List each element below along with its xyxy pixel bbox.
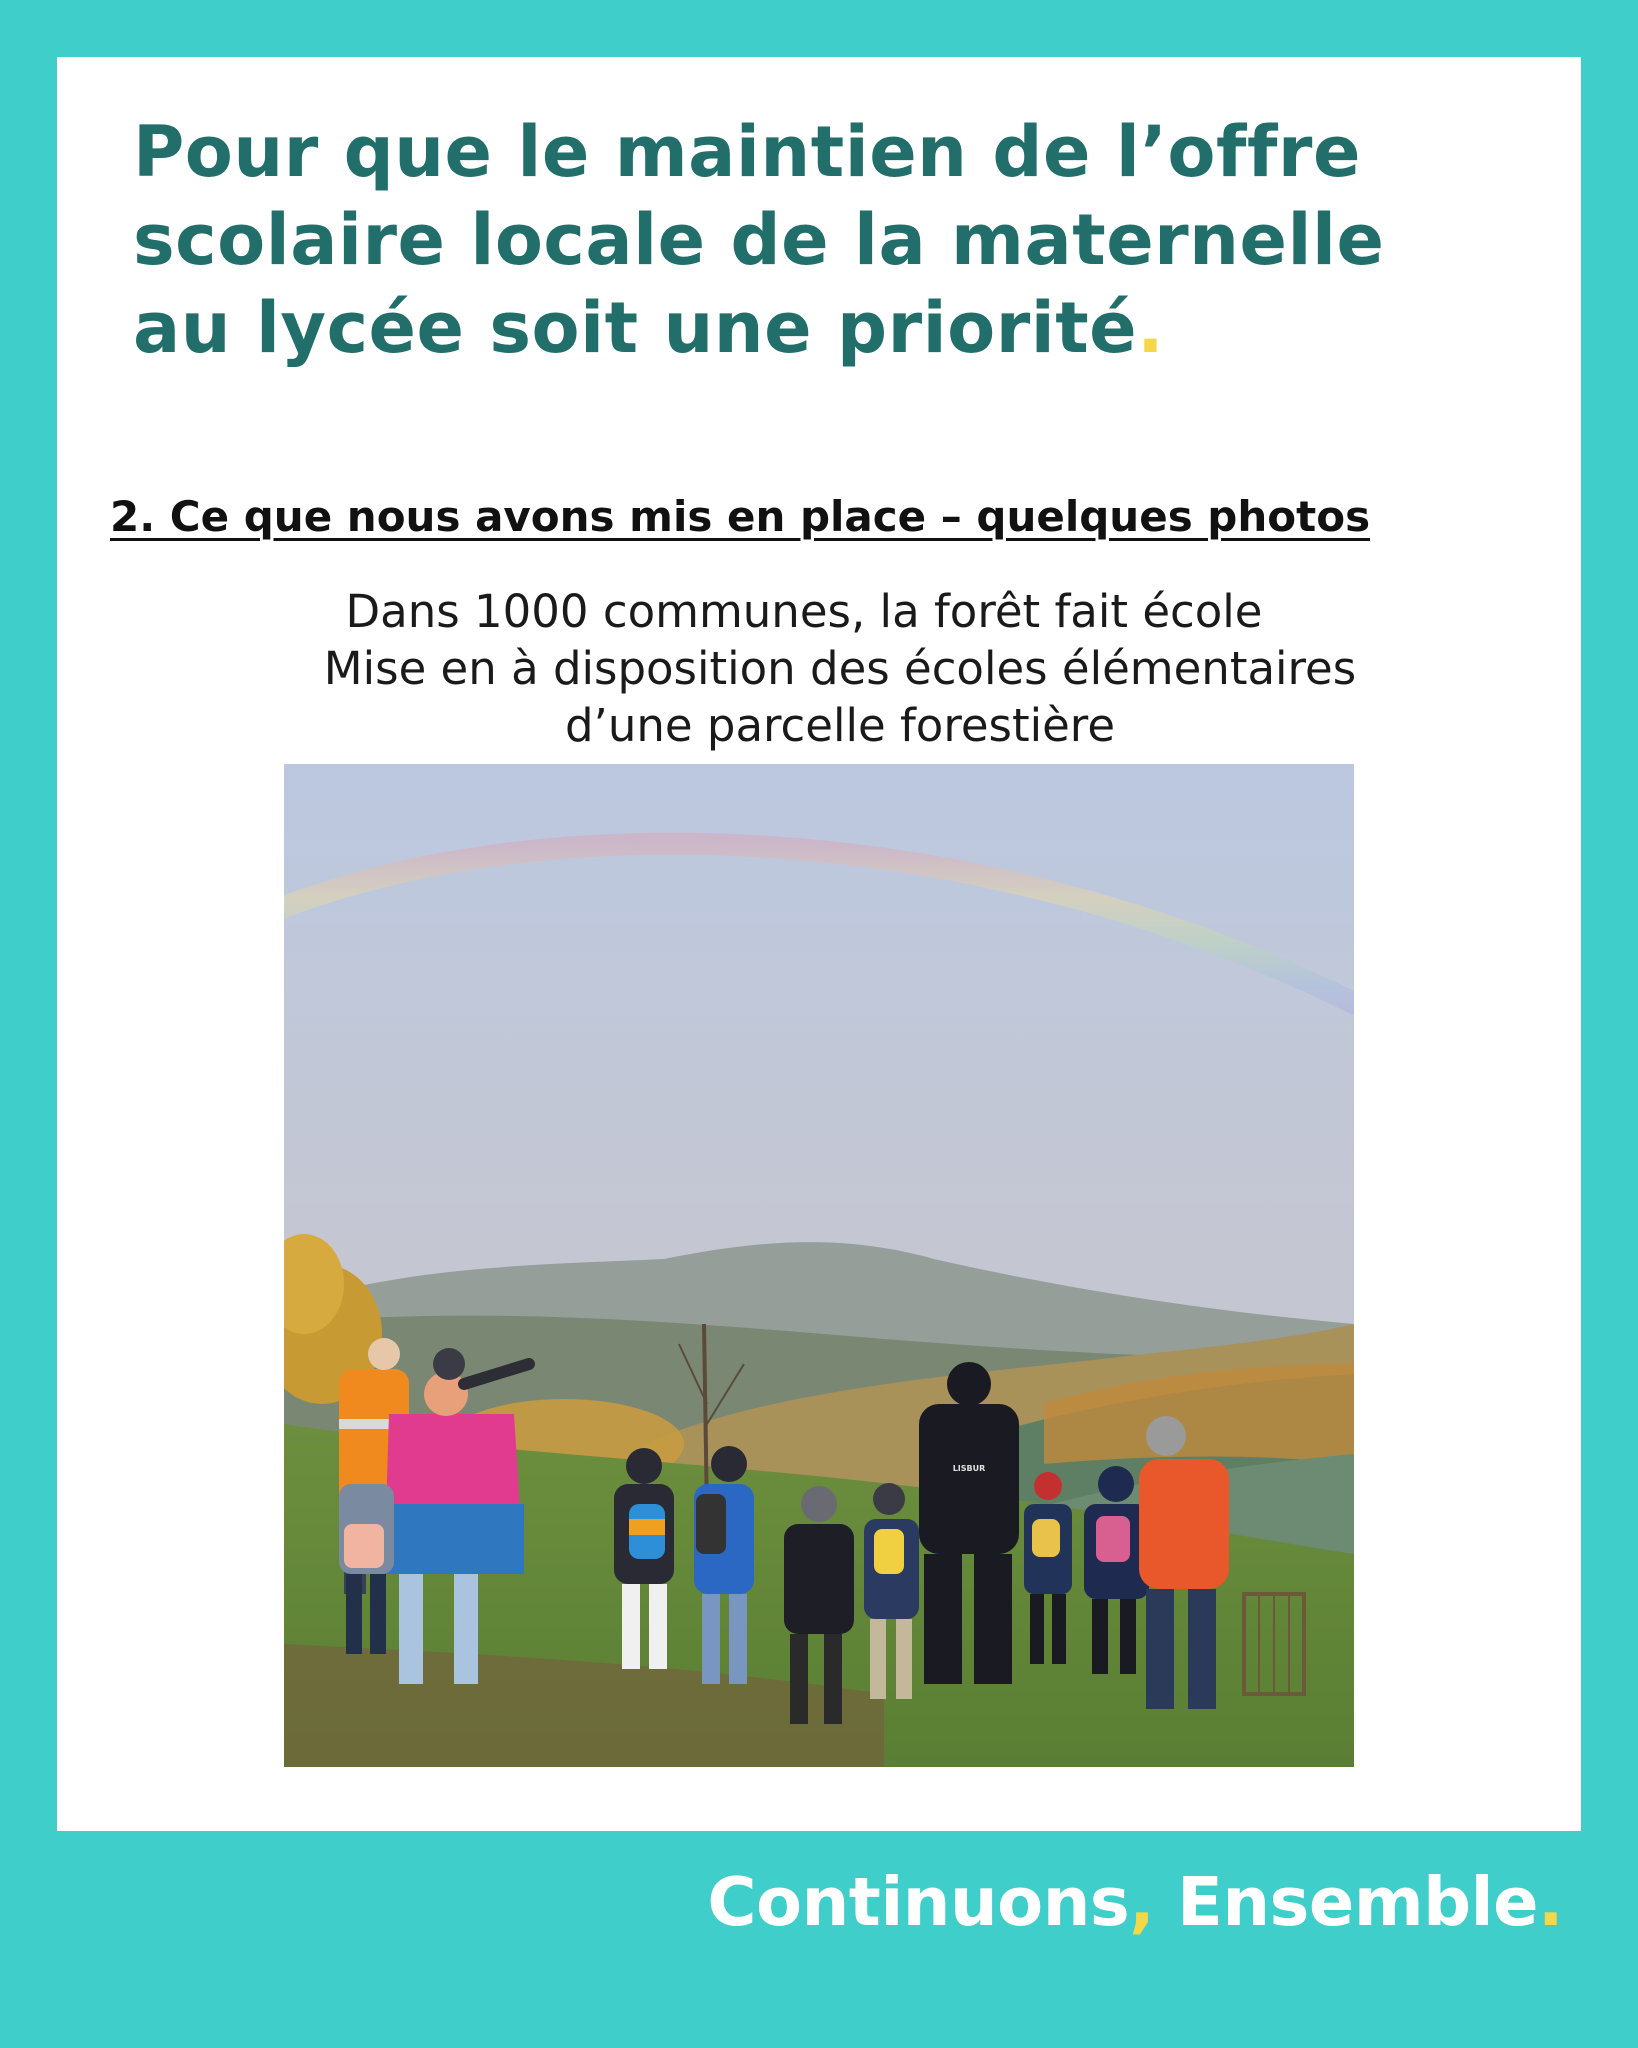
brand-word-1: Continuons bbox=[707, 1863, 1130, 1941]
brand-end-mark: . bbox=[1538, 1863, 1563, 1941]
title-line-1: Pour que le maintien de l’offre bbox=[133, 111, 1361, 193]
intro-line-1: Dans 1000 communes, la forêt fait école bbox=[345, 585, 1263, 638]
jacket-print: LISBUR bbox=[952, 1464, 986, 1473]
forest-school-photo bbox=[284, 764, 1354, 1767]
brand-word-2: Ensemble bbox=[1154, 1863, 1539, 1941]
intro-line-2: Mise en à disposition des écoles élémentaires bbox=[323, 642, 1357, 695]
intro-line-3: d’une parcelle forestière bbox=[564, 699, 1116, 752]
brand-comma: , bbox=[1129, 1863, 1155, 1941]
brand-slogan bbox=[707, 1860, 1563, 1944]
page-title bbox=[133, 108, 1533, 372]
title-end-mark: . bbox=[1137, 287, 1165, 369]
title-line-3: au lycée soit une priorité bbox=[133, 287, 1138, 369]
section-heading: 2. Ce que nous avons mis en place – quelques photos bbox=[110, 492, 1371, 541]
title-line-2: scolaire locale de la maternelle bbox=[133, 199, 1385, 281]
intro-text bbox=[180, 583, 1500, 754]
